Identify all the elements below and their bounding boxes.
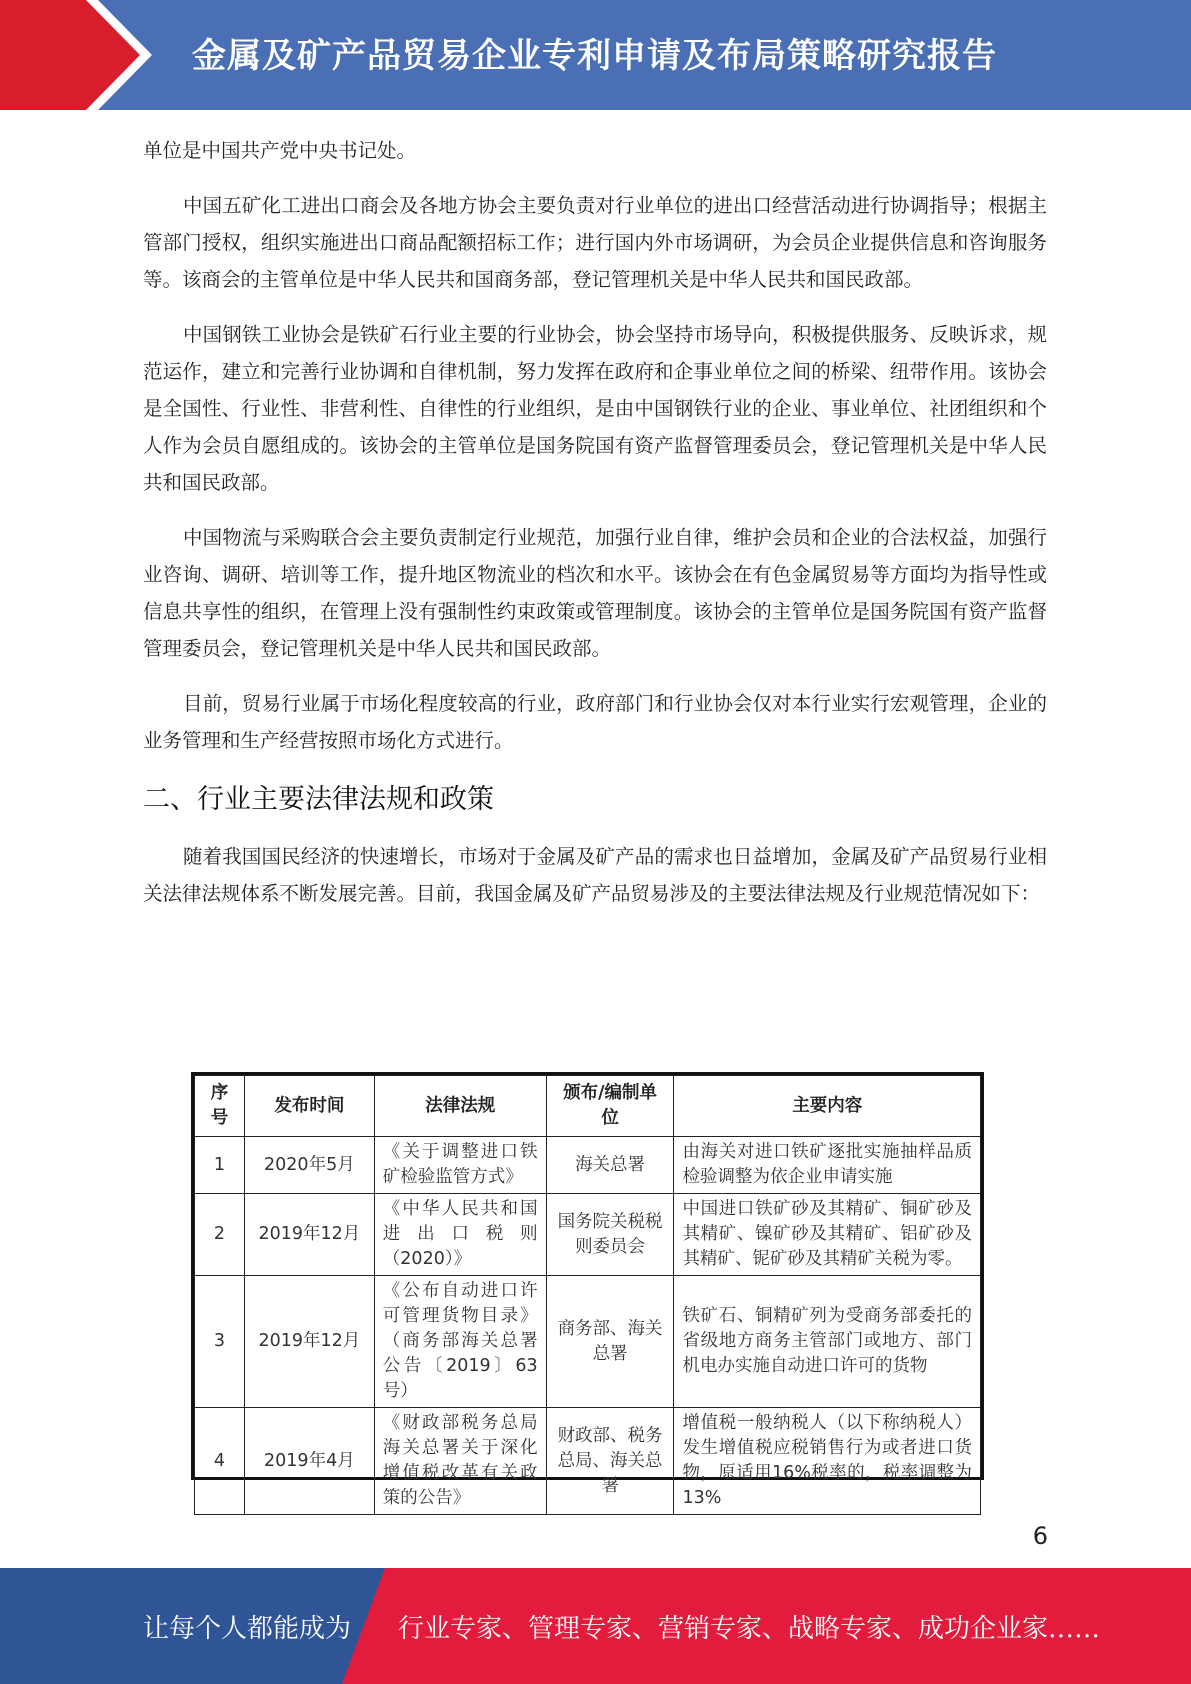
cell-issuer: 财政部、税务总局、海关总署: [546, 1408, 674, 1515]
cell-date: 2020年5月: [244, 1137, 374, 1194]
cell-law: 《公布自动进口许可管理货物目录》（商务部海关总署公告〔2019〕63号）: [374, 1276, 546, 1408]
cell-law: 《财政部税务总局海关总署关于深化增值税改革有关政策的公告》: [374, 1408, 546, 1515]
main-content: [143, 132, 1047, 930]
cell-law: 《关于调整进口铁矿检验监管方式》: [374, 1137, 546, 1194]
table-row: [195, 1276, 981, 1408]
header-issuer: 颁布/编制单位: [546, 1076, 674, 1137]
cell-content: 由海关对进口铁矿逐批实施抽样品质检验调整为依企业申请实施: [674, 1137, 981, 1194]
cell-date: 2019年12月: [244, 1194, 374, 1276]
footer-banner: [0, 1568, 1191, 1684]
paragraph: 单位是中国共产党中央书记处。: [143, 139, 417, 162]
cell-content: 增值税一般纳税人（以下称纳税人）发生增值税应税销售行为或者进口货物，原适用16%税率的，税率调整为13%: [674, 1408, 981, 1515]
table-row: [195, 1194, 981, 1276]
cell-no: 4: [195, 1408, 245, 1515]
cell-no: 1: [195, 1137, 245, 1194]
header-law: 法律法规: [374, 1076, 546, 1137]
cell-date: 2019年4月: [244, 1408, 374, 1515]
header-content: 主要内容: [674, 1076, 981, 1137]
cell-date: 2019年12月: [244, 1276, 374, 1408]
table-header-row: [195, 1076, 981, 1137]
page-number: 6: [1032, 1522, 1048, 1550]
header-banner: [0, 0, 1191, 110]
paragraph: 中国物流与采购联合会主要负责制定行业规范，加强行业自律，维护会员和企业的合法权益，加强行业咨询、调研、培训等工作，提升地区物流业的档次和水平。该协会在有色金属贸易等方面均为指导性或信息共享性的组织，在管理上没有强制性约束政策或管理制度。该协会的主管单位是国务院国有资产监督管理委员会，登记管理机关是中华人民共和国民政部。: [143, 526, 1047, 660]
paragraph: 目前，贸易行业属于市场化程度较高的行业，政府部门和行业协会仅对本行业实行宏观管理，企业的业务管理和生产经营按照市场化方式进行。: [143, 692, 1047, 752]
cell-no: 2: [195, 1194, 245, 1276]
cell-content: 铁矿石、铜精矿列为受商务部委托的省级地方商务主管部门或地方、部门机电办实施自动进口许可的货物: [674, 1276, 981, 1408]
cell-issuer: 国务院关税税则委员会: [546, 1194, 674, 1276]
intro-paragraph: 随着我国国民经济的快速增长，市场对于金属及矿产品的需求也日益增加，金属及矿产品贸易行业相关法律法规体系不断发展完善。目前，我国金属及矿产品贸易涉及的主要法律法规及行业规范情况如下：: [143, 845, 1047, 905]
table-row: [195, 1137, 981, 1194]
cell-no: 3: [195, 1276, 245, 1408]
paragraph: 中国五矿化工进出口商会及各地方协会主要负责对行业单位的进出口经营活动进行协调指导；根据主管部门授权，组织实施进出口商品配额招标工作；进行国内外市场调研，为会员企业提供信息和咨询服务等。该商会的主管单位是中华人民共和国商务部，登记管理机关是中华人民共和国民政部。: [143, 194, 1047, 291]
table-row: [195, 1408, 981, 1515]
cell-issuer: 商务部、海关总署: [546, 1276, 674, 1408]
laws-table-container: [191, 1072, 984, 1508]
header-no: 序号: [195, 1076, 245, 1137]
header-date: 发布时间: [244, 1076, 374, 1137]
cell-law: 《中华人民共和国进出口税则（2020）》: [374, 1194, 546, 1276]
footer-slogan-left: 让每个人都能成为: [143, 1614, 352, 1644]
section-heading: 二、行业主要法律法规和政策: [143, 784, 494, 815]
footer-slogan-right: 行业专家、管理专家、营销专家、战略专家、成功企业家……: [398, 1614, 1101, 1644]
report-title: 金属及矿产品贸易企业专利申请及布局策略研究报告: [192, 36, 997, 76]
cell-issuer: 海关总署: [546, 1137, 674, 1194]
laws-table: [194, 1075, 981, 1515]
cell-content: 中国进口铁矿砂及其精矿、铜矿砂及其精矿、镍矿砂及其精矿、铝矿砂及其精矿、铌矿砂及其精矿关税为零。: [674, 1194, 981, 1276]
paragraph: 中国钢铁工业协会是铁矿石行业主要的行业协会，协会坚持市场导向，积极提供服务、反映诉求，规范运作，建立和完善行业协调和自律机制，努力发挥在政府和企事业单位之间的桥梁、纽带作用。该协会是全国性、行业性、非营利性、自律性的行业组织，是由中国钢铁行业的企业、事业单位、社团组织和个人作为会员自愿组成的。该协会的主管单位是国务院国有资产监督管理委员会，登记管理机关是中华人民共和国民政部。: [143, 323, 1047, 494]
